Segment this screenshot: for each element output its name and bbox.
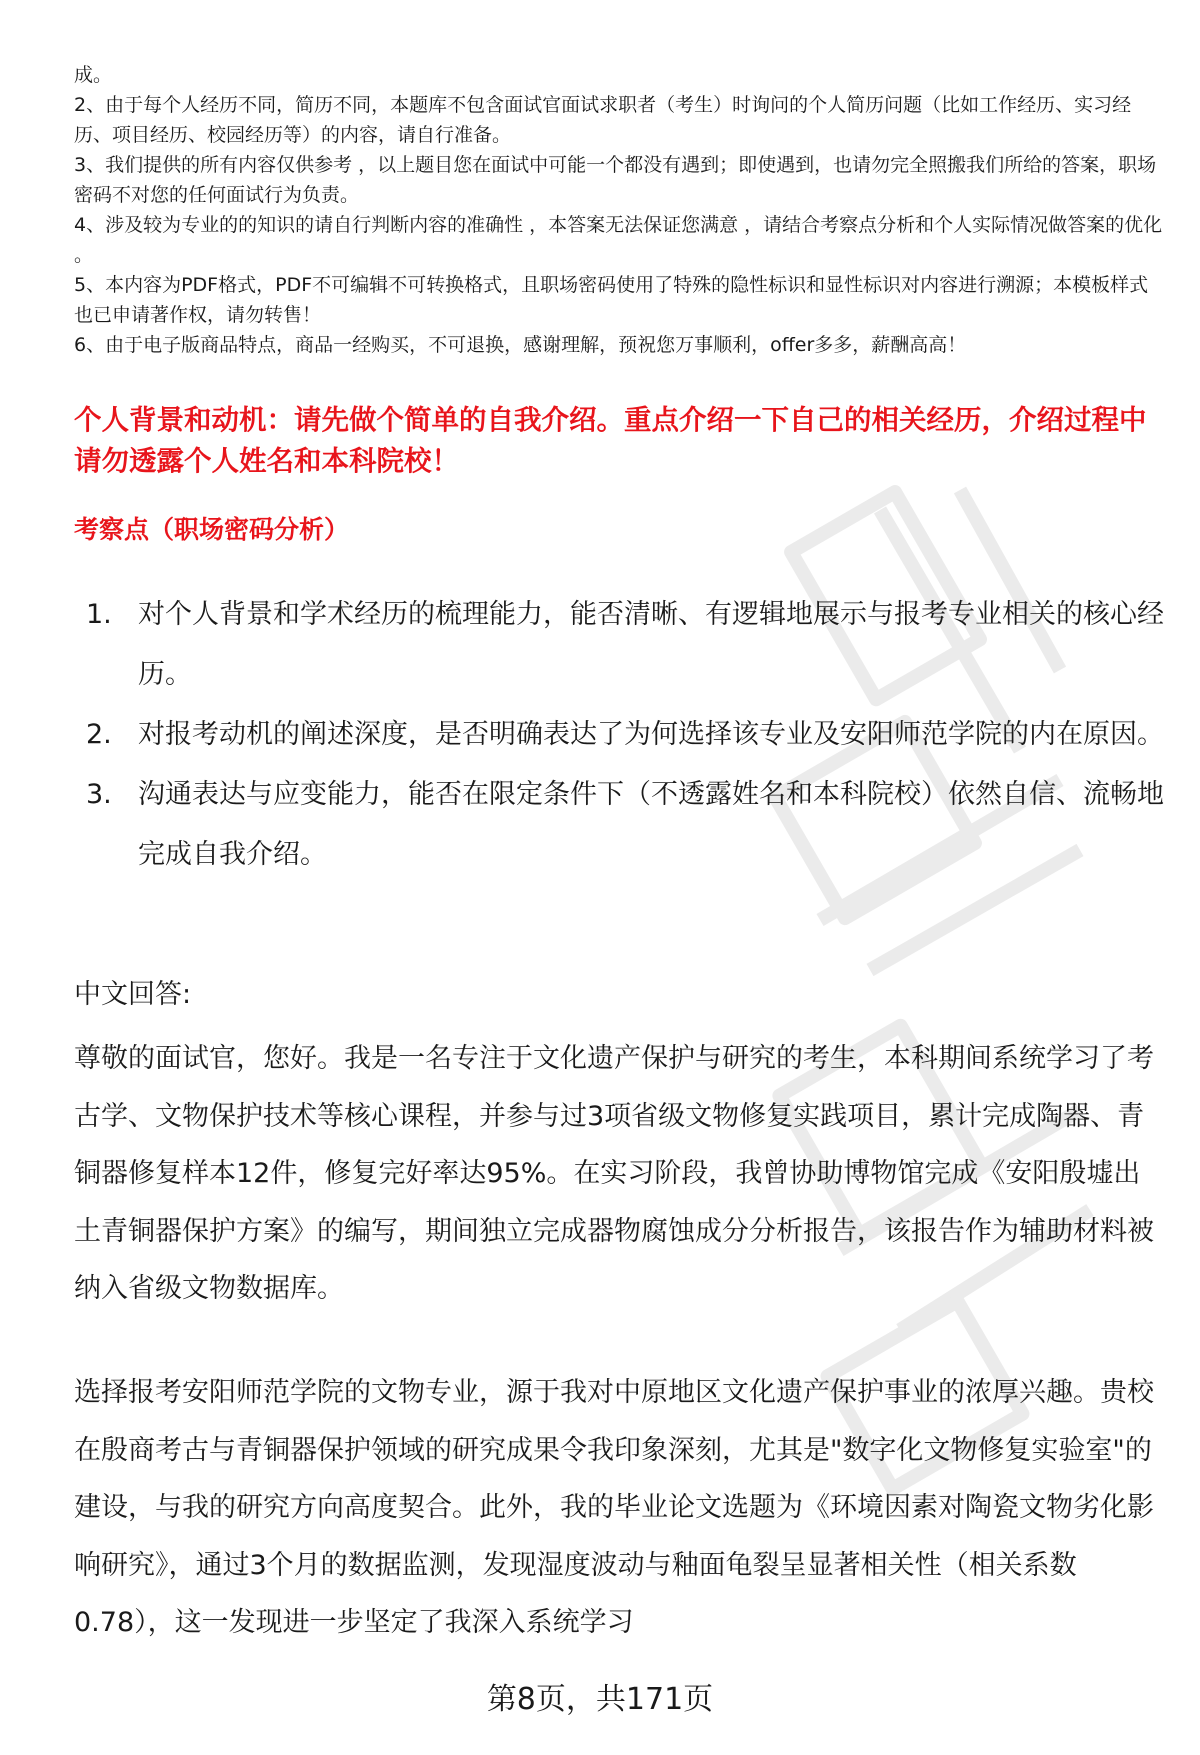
note-line: 2、由于每个人经历不同，简历不同，本题库不包含面试官面试求职者（考生）时询问的个人简历问题（比如工作经历、实习经历、项目经历、校园经历等）的内容，请自行准备。 (74, 94, 1132, 146)
answer-paragraph: 尊敬的面试官，您好。我是一名专注于文化遗产保护与研究的考生，本科期间系统学习了考古学、文物保护技术等核心课程，并参与过3项省级文物修复实践项目，累计完成陶器、青铜器修复样本12件，修复完好率达95%。在实习阶段，我曾协助博物馆完成《安阳殷墟出土青铜器保护方案》的编写，期间独立完成器物腐蚀成分分析报告，该报告作为辅助材料被纳入省级文物数据库。 (74, 1043, 1154, 1304)
note-line: 成。 (74, 64, 113, 86)
question-heading: 个人背景和动机：请先做个简单的自我介绍。重点介绍一下自己的相关经历，介绍过程中请勿透露个人姓名和本科院校！ (74, 404, 1147, 477)
list-item-number: 1. (86, 599, 112, 630)
answer-label: 中文回答: (74, 979, 192, 1010)
list-item (74, 765, 1164, 885)
list-item-number: 3. (86, 779, 112, 810)
note-line: 4、涉及较为专业的的知识的请自行判断内容的准确性 ，本答案无法保证您满意 ，请结合考察点分析和个人实际情况做答案的优化 。 (74, 214, 1163, 266)
answer-paragraph: 选择报考安阳师范学院的文物专业，源于我对中原地区文化遗产保护事业的浓厚兴趣。贵校在殷商考古与青铜器保护领域的研究成果令我印象深刻，尤其是"数字化文物修复实验室"的建设，与我的研究方向高度契合。此外，我的毕业论文选题为《环境因素对陶瓷文物劣化影响研究》，通过3个月的数据监测，发现湿度波动与釉面龟裂呈显著相关性（相关系数0.78），这一发现进一步坚定了我深入系统学习 (74, 1377, 1154, 1638)
note-line: 6、由于电子版商品特点，商品一经购买，不可退换，感谢理解，预祝您万事顺利，offer多多，薪酬高高！ (74, 334, 967, 356)
note-line: 5、本内容为PDF格式，PDF不可编辑不可转换格式，且职场密码使用了特殊的隐性标识和显性标识对内容进行溯源；本模板样式也已申请著作权，请勿转售！ (74, 274, 1149, 326)
page-number-footer: 第8页，共171页 (486, 1682, 714, 1717)
list-item-number: 2. (86, 719, 112, 750)
disclaimer-notes (74, 60, 1164, 360)
list-item-text: 对报考动机的阐述深度，是否明确表达了为何选择该专业及安阳师范学院的内在原因。 (138, 719, 1164, 750)
list-item-text: 对个人背景和学术经历的梳理能力，能否清晰、有逻辑地展示与报考专业相关的核心经历。 (138, 599, 1164, 690)
list-item-text: 沟通表达与应变能力，能否在限定条件下（不透露姓名和本科院校）依然自信、流畅地完成自我介绍。 (138, 779, 1164, 870)
list-item (74, 585, 1164, 705)
analysis-title: 考察点（职场密码分析） (74, 515, 350, 544)
note-line: 3、我们提供的所有内容仅供参考 ，以上题目您在面试中可能一个都没有遇到；即使遇到，也请勿完全照搬我们所给的答案，职场密码不对您的任何面试行为负责。 (74, 154, 1157, 206)
analysis-points-list (74, 585, 1164, 885)
list-item (74, 705, 1164, 765)
